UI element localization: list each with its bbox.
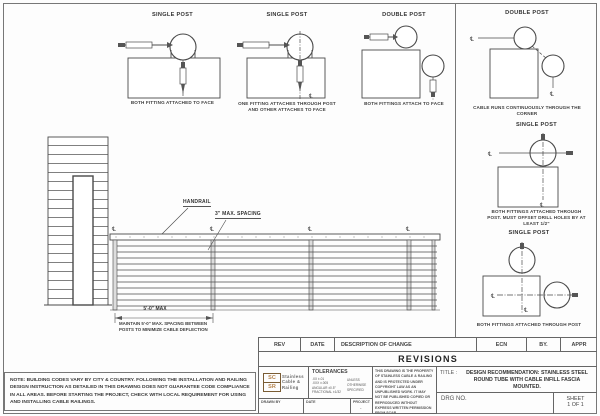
building-code-note: NOTE: BUILDING CODES VARY BY CITY & COUNTRY. FOLLOWING THE INSTALLATION AND RAILING DESIGN INSTRUCTION AS DETAILED IN THIS DRAWING DOES NOT GUARANTEE CODE COMPLIANCE IN ALL AREAS. BEFORE STARTING THE PROJECT, CHECK WITH LOCAL REQUIREMENT FOR USING AND INSTALLING CABLE RAILINGS. [4, 372, 256, 411]
date-cell: DATE [304, 399, 351, 414]
project-value: - [360, 406, 362, 411]
drg-no-cell [437, 393, 554, 414]
detail-drawing [110, 20, 235, 100]
date-header: DATE [301, 338, 335, 352]
title-label: TITLE : [440, 370, 458, 376]
rev-header: REV [259, 338, 301, 352]
detail-single-post-through-face [237, 12, 337, 118]
centerline-symbol: ℄ [550, 92, 554, 98]
detail-caption: BOTH FITTINGS ATTACHED THROUGH POST [476, 322, 582, 327]
post-spacing-dimension: 5'-0" MAX [143, 306, 167, 312]
centerline-symbol: ℄ [524, 308, 528, 314]
centerline-symbol: ℄ [210, 227, 214, 233]
revisions-title: REVISIONS [259, 352, 597, 367]
centerline-symbol: ℄ [491, 294, 495, 300]
centerline-symbol: ℄ [112, 227, 116, 233]
detail-drawing [350, 20, 458, 100]
sheet-word: SHEET [566, 396, 585, 402]
drawing-title: DESIGN RECOMMENDATION: STAINLESS STEEL ROUND TUBE WITH CABLE INFILL FASCIA MOUNTED. [466, 370, 588, 391]
detail-title: DOUBLE POST [505, 10, 549, 16]
drawn-by-cell: DRAWN BY [259, 399, 304, 414]
detail-double-post-corner [462, 8, 592, 120]
detail-title: SINGLE POST [508, 230, 550, 236]
description-header: DESCRIPTION OF CHANGE [335, 338, 477, 352]
detail-double-post-face [350, 12, 458, 112]
centerline-symbol: ℄ [406, 227, 410, 233]
detail-caption: BOTH FITTINGS ATTACH TO FACE [364, 101, 444, 106]
drg-no-label: DRG NO. [441, 396, 467, 402]
copyright-notice: THIS DRAWING IS THE PROPERTY OF STAINLESS CABLE & RAILING AND IS PROTECTED UNDER COPYRIGHT LAW AS AN UNPUBLISHED WORK. IT MAY NOT BE PUBLISHED COPIED OR REPRODUCED WITHOUT EXPRESS WRITTEN PERMISSION FROM SC&R [373, 367, 437, 414]
detail-drawing [468, 240, 590, 318]
detail-title: SINGLE POST [516, 122, 557, 128]
ecn-header: ECN [477, 338, 527, 352]
detail-drawing [462, 22, 592, 106]
detail-caption: ONE FITTING ATTACHES THROUGH POST AND OTHER ATTACHES TO FACE [238, 101, 336, 112]
by-header: BY. [527, 338, 561, 352]
detail-single-post-face [110, 12, 235, 112]
title-cell [437, 367, 597, 393]
detail-single-post-offset [478, 122, 595, 230]
centerline-symbol: ℄ [540, 203, 544, 209]
centerline-symbol: ℄ [470, 37, 474, 43]
detail-caption: BOTH FITTING ATTACHED TO FACE [130, 100, 215, 105]
detail-title: DOUBLE POST [382, 12, 426, 18]
detail-drawing [478, 130, 595, 208]
company-logo [263, 373, 281, 392]
detail-single-post-through [468, 230, 590, 332]
logo-letters-bottom: SR [268, 383, 276, 390]
detail-caption: CABLE RUNS CONTINUOUSLY THROUGH THE CORNER [473, 105, 581, 116]
tolerances-note: UNLESS OTHERWISE SPECIFIED [347, 378, 367, 392]
logo-letters-top: SC [264, 374, 280, 383]
sheet-cell [554, 393, 597, 414]
detail-drawing [237, 20, 337, 100]
cable-spacing-label: 3" MAX. SPACING [215, 211, 261, 217]
centerline-symbol: ℄ [488, 152, 492, 158]
tolerances-cell [309, 367, 373, 399]
detail-caption: BOTH FITTINGS ATTACHED THROUGH POST. MUST OFFSET DRILL HOLES BY AT LEAST 1/2" [487, 209, 586, 226]
handrail-label: HANDRAIL [183, 199, 211, 205]
centerline-symbol: ℄ [308, 227, 312, 233]
logo-cell [259, 367, 309, 399]
post-spacing-note: MAINTAIN 5'-0" MAX. SPACING BETWEEN POSTS TO MINIMIZE CABLE DEFLECTION [119, 321, 208, 332]
detail-title: SINGLE POST [266, 12, 308, 18]
centerline-symbol: ℄ [309, 94, 313, 100]
detail-title: SINGLE POST [152, 12, 193, 18]
title-block [258, 337, 597, 413]
elevation-drawing [20, 130, 455, 345]
tolerances-values: .XX ±.01 .XXX ±.005 ANGULAR ±0.5° FRACTIONAL ±1/32 [312, 377, 341, 394]
company-name: Stainless Cable & Railing [282, 374, 304, 390]
project-cell: PROJECT - [351, 399, 373, 414]
sheet-value: 1 OF 1 [567, 402, 584, 408]
appr-header: APPR [561, 338, 597, 352]
railing-elevation [20, 130, 455, 345]
tolerances-title: TOLERANCES [312, 369, 348, 375]
